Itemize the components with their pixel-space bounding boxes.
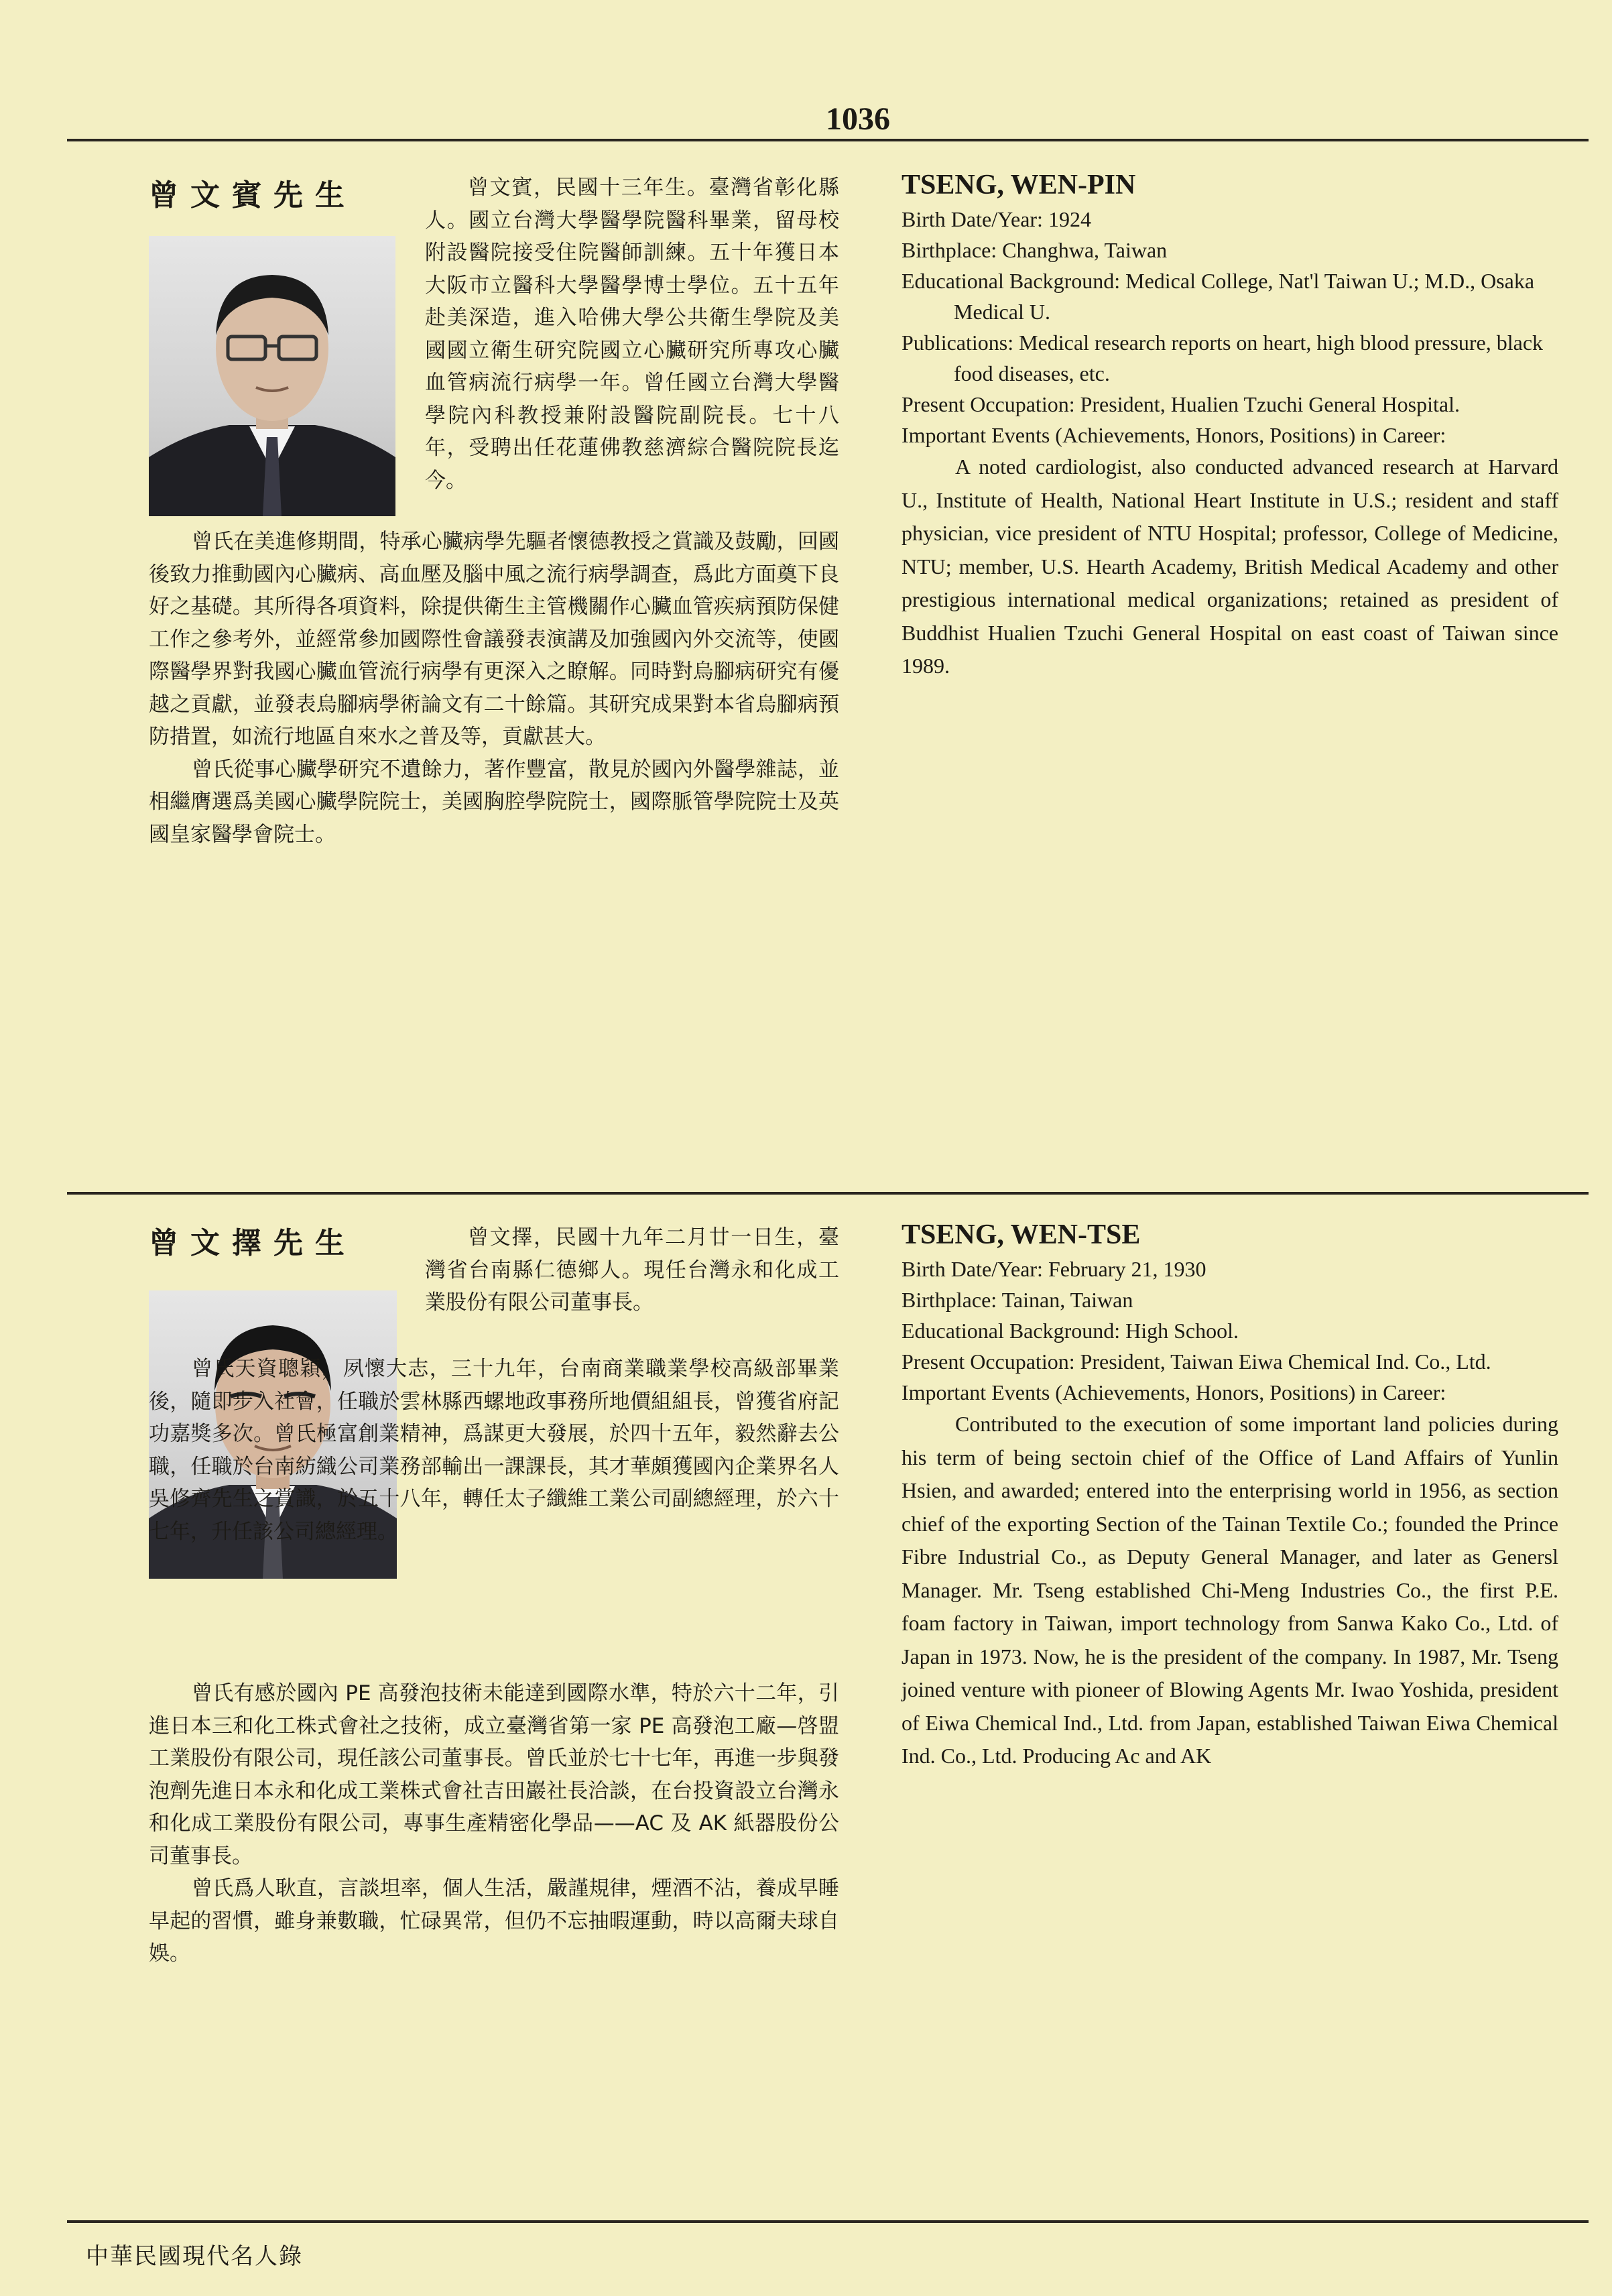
entry-1-education: Educational Background: Medical College, Nat'l Taiwan U.; M.D., Osaka Medical U. [902,269,1535,324]
entry-1-english-name: TSENG, WEN-PIN [902,170,1136,200]
entry-1-chinese-paragraph-1: 曾文賓，民國十三年生。臺灣省彰化縣人。國立台灣大學醫學院醫科畢業，留母校附設醫院接受住院醫師訓練。五十年獲日本大阪市立醫科大學醫學博士學位。五十五年赴美深造，進入哈佛大學公共衛生學院及美國國立衛生研究院國立心臟研究所專攻心臟血管病流行病學一年。曾任國立台灣大學醫學院內科教授兼附設醫院副院長。七十八年，受聘出任花蓮佛教慈濟綜合醫院院長迄今。 [425,176,839,493]
entry-2-education: Educational Background: High School. [902,1319,1239,1343]
entry-2-chinese-paragraph-2: 曾氏天資聰穎，夙懷大志，三十九年，台南商業職業學校高級部畢業後，隨即步入社會，任職於雲林縣西螺地政事務所地價組組長，曾獲省府記功嘉獎多次。曾氏極富創業精神，爲謀更大發展，於四十五年，毅然辭去公職，任職於台南紡織公司業務部輸出一課課長，其才華頗獲國內企業界名人吳修齊先生之賞識，於五十八年，轉任太子纖維工業公司副總經理，於六十七年，升任該公司總經理。 [149,1357,839,1544]
entry-1-portrait-photo [149,236,395,516]
entry-1-birthplace: Birthplace: Changhwa, Taiwan [902,238,1168,262]
entry-2-occupation: Present Occupation: President, Taiwan Eiwa Chemical Ind. Co., Ltd. [902,1349,1491,1374]
entry-1-birth-date: Birth Date/Year: 1924 [902,207,1091,231]
entry-2-chinese-body [149,1677,839,1970]
entry-1-english-section [902,169,1558,683]
entry-1-occupation: Present Occupation: President, Hualien Tzuchi General Hospital. [902,392,1460,416]
entry-1-english-paragraph: A noted cardiologist, also conducted advanced research at Harvard U., Institute of Health, National Heart Institute in U.S.; resident and staff physician, vice president of NTU Hospital; professor, College of Medicine, NTU; member, U.S. Hearth Academy, British Medical Academy and other prestigious international medical organizations; retained as president of Buddhist Hualien Tzuchi General Hospital on east coast of Taiwan since 1989. [902,455,1558,678]
page-number: 1036 [826,101,890,137]
footer-book-title: 中華民國現代名人錄 [86,2243,303,2270]
entry-2-english-name: TSENG, WEN-TSE [902,1219,1141,1250]
entry-2-birthplace: Birthplace: Tainan, Taiwan [902,1288,1133,1312]
entry-2-events-heading: Important Events (Achievements, Honors, Positions) in Career: [902,1380,1446,1404]
entry-2-chinese-paragraph-1: 曾文擇，民國十九年二月廿一日生，臺灣省台南縣仁德鄉人。現任台灣永和化成工業股份有限公司董事長。 [425,1225,839,1315]
top-rule [67,139,1589,141]
entry-2-chinese-paragraph-4: 曾氏爲人耿直，言談坦率，個人生活，嚴謹規律，煙酒不沾，養成早睡早起的習慣，雖身兼數職，忙碌異常，但仍不忘抽暇運動，時以高爾夫球自娛。 [149,1876,839,1966]
entry-1-chinese-paragraph-3: 曾氏從事心臟學研究不遺餘力，著作豐富，散見於國內外醫學雜誌，並相繼膺選爲美國心臟學院院士，美國胸腔學院院士，國際脈管學院院士及英國皇家醫學會院士。 [149,757,839,847]
entry-1-chinese-body [149,526,839,851]
entry-1-chinese-paragraph-2: 曾氏在美進修期間，特承心臟病學先驅者懷德教授之賞識及鼓勵，回國後致力推動國內心臟病、高血壓及腦中風之流行病學調查，爲此方面奠下良好之基礎。其所得各項資料，除提供衛生主管機關作心臟血管疾病預防保健工作之參考外，並經常參加國際性會議發表演講及加強國內外交流等，使國際醫學界對我國心臟血管流行病學有更深入之瞭解。同時對烏腳病研究有優越之貢獻，並發表烏腳病學術論文有二十餘篇。其研究成果對本省烏腳病預防措置，如流行地區自來水之普及等，貢獻甚大。 [149,530,839,749]
entry-1-events-heading: Important Events (Achievements, Honors, Positions) in Career: [902,423,1446,447]
entry-2-english-section [902,1219,1558,1773]
entry-2-chinese-paragraph-3: 曾氏有感於國內 PE 高發泡技術未能達到國際水準，特於六十二年，引進日本三和化工株式會社之技術，成立臺灣省第一家 PE 高發泡工廠—啓盟工業股份有限公司，現任該公司董事長。曾氏並於七十七年，再進一步與發泡劑先進日本永和化成工業株式會社吉田巖社長洽談，在台投資設立台灣永和化成工業股份有限公司，專事生產精密化學品——AC 及 AK 紙器股份公司董事長。 [149,1681,839,1868]
entry-2-birth-date: Birth Date/Year: February 21, 1930 [902,1257,1206,1281]
entry-2-english-paragraph: Contributed to the execution of some important land policies during his term of being sectoin chief of the Office of Land Affairs of Yunlin Hsien, and awarded; entered into the enterprising world in 1956, as section chief of the exporting Section of the Tainan Textile Co.; founded the Prince Fibre Industrial Co., as Deputy General Manager, and later as Genersl Manager. Mr. Tseng established Chi-Meng Industries Co., the first P.E. foam factory in Taiwan, import technology from Sanwa Kako Co., Ltd. of Japan in 1973. Now, he is the president of the company. In 1987, Mr. Tseng joined venture with pioneer of Blowing Agents Mr. Iwao Yoshida, president of Eiwa Chemical Ind., Ltd. from Japan, established Taiwan Eiwa Chemical Ind. Co., Ltd. Producing Ac and AK [902,1412,1558,1768]
bottom-rule [67,2220,1589,2223]
entry-2-chinese-name: 曾文擇先生 [149,1226,357,1260]
entry-1-chinese-name: 曾文賓先生 [149,178,357,213]
middle-rule [67,1192,1589,1195]
entry-1-publications: Publications: Medical research reports on heart, high blood pressure, black food diseases, etc. [902,330,1544,385]
